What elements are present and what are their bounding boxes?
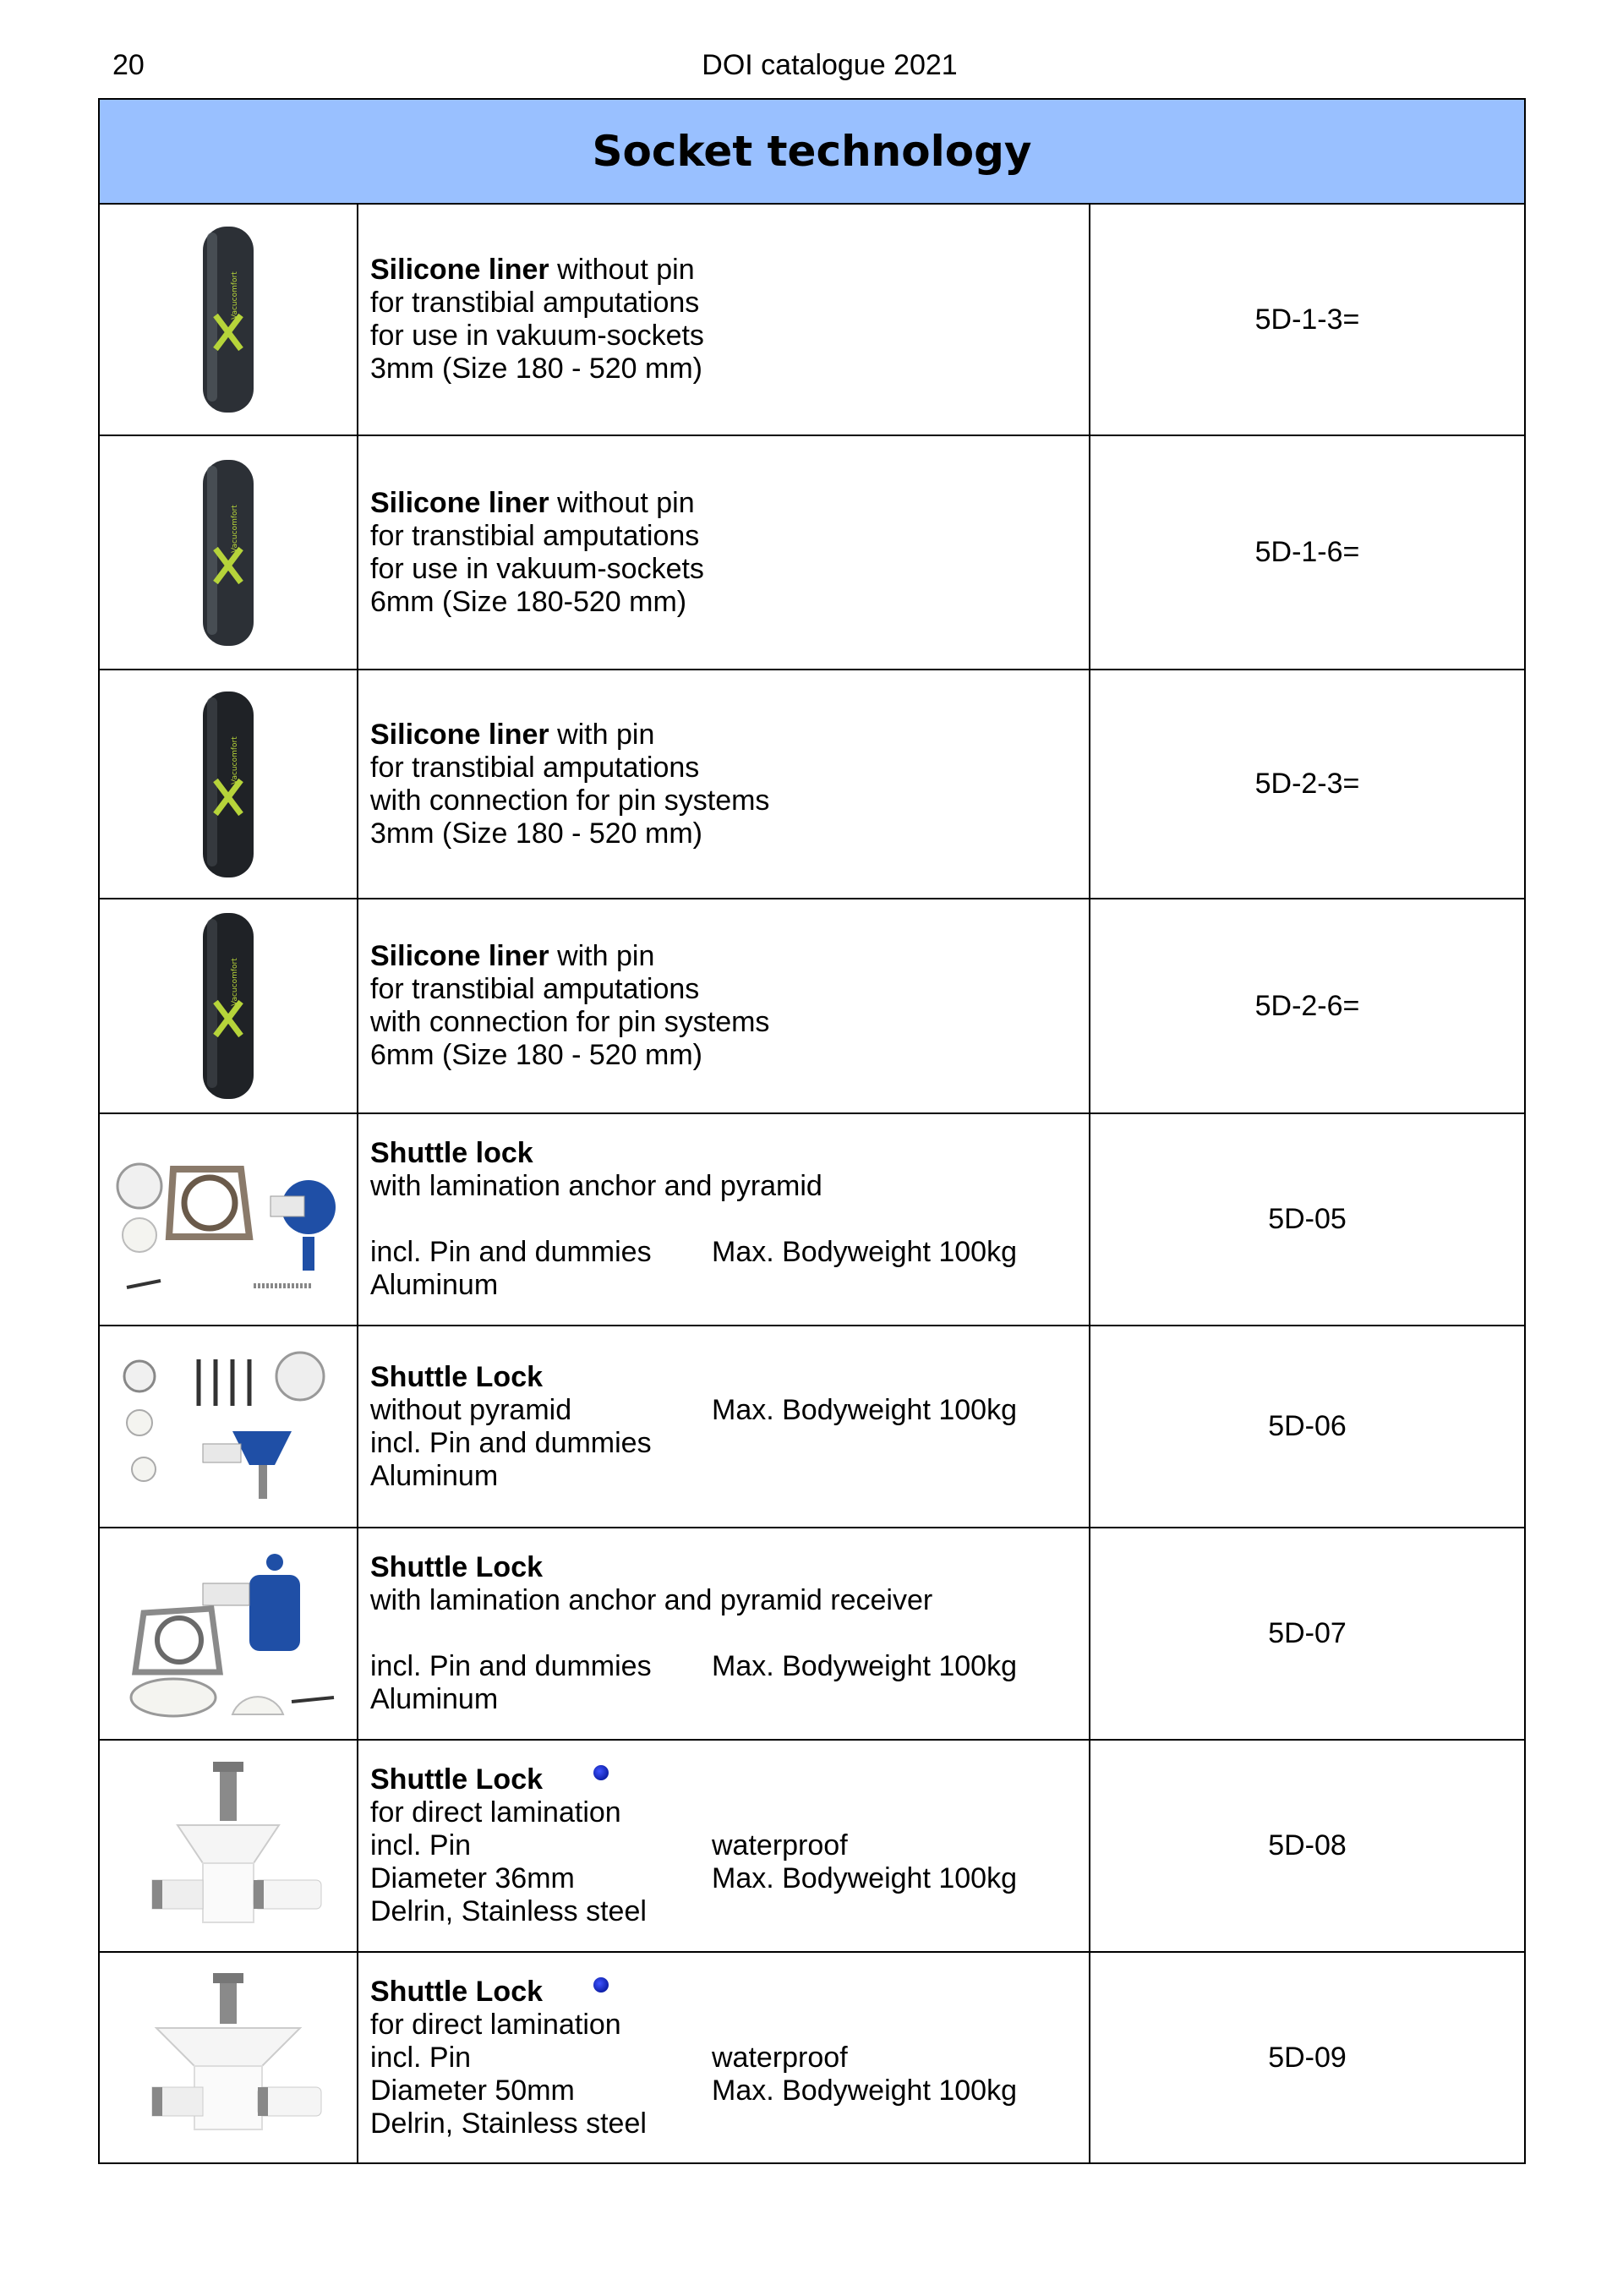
shuttle-lock-kit-image — [110, 1342, 347, 1512]
table-row — [99, 204, 1525, 435]
product-image-cell — [99, 204, 358, 435]
spec-left: incl. Pin — [370, 1829, 472, 1861]
description-line — [370, 1862, 1089, 1895]
description-line: 6mm (Size 180-520 mm) — [370, 585, 687, 618]
product-code: 5D-1-3= — [1090, 204, 1525, 435]
svg-text:Vacucomfort: Vacucomfort — [231, 271, 239, 320]
product-code: 5D-1-6= — [1090, 435, 1525, 670]
product-name-suffix: without pin — [549, 254, 695, 286]
shuttle-lock-kit-image — [110, 1135, 347, 1304]
product-name-line — [370, 719, 1089, 752]
silicone-liner-image — [190, 456, 266, 650]
description-line: 3mm (Size 180 - 520 mm) — [370, 817, 702, 850]
spec-right: Max. Bodyweight 100kg — [712, 1650, 1017, 1682]
product-name-line — [370, 1361, 1089, 1394]
product-description — [358, 204, 1090, 435]
product-name-suffix: without pin — [549, 486, 695, 519]
product-name-line — [370, 1137, 1089, 1170]
product-name-suffix: with pin — [549, 940, 655, 972]
description-line: Aluminum — [370, 1269, 499, 1301]
product-code: 5D-08 — [1090, 1740, 1525, 1952]
section-title: Socket technology — [99, 99, 1525, 204]
silicone-liner-image — [190, 687, 266, 882]
spec-left: incl. Pin and dummies — [370, 1236, 652, 1268]
product-name: Silicone liner — [370, 486, 549, 519]
description-line: Aluminum — [370, 1459, 499, 1492]
product-code: 5D-07 — [1090, 1528, 1525, 1740]
description-line: for transtibial amputations — [370, 973, 700, 1005]
product-image-cell — [99, 670, 358, 899]
product-description — [358, 435, 1090, 670]
description-line: for use in vakuum-sockets — [370, 552, 704, 585]
product-image-cell — [99, 435, 358, 670]
product-name-line — [370, 940, 1089, 973]
spec-right: Max. Bodyweight 100kg — [712, 1393, 1017, 1426]
product-image-cell — [99, 1740, 358, 1952]
product-image-cell — [99, 1528, 358, 1740]
product-name: Shuttle lock — [370, 1137, 533, 1169]
svg-text:Vacucomfort: Vacucomfort — [231, 504, 239, 553]
product-description — [358, 1326, 1090, 1528]
product-name: Silicone liner — [370, 940, 549, 972]
description-line — [370, 1650, 1089, 1683]
description-line — [370, 1236, 1089, 1269]
spec-left: Diameter 50mm — [370, 2074, 575, 2107]
product-description — [358, 670, 1090, 899]
shuttle-lock-delrin-image — [118, 1753, 338, 1939]
product-name: Silicone liner — [370, 254, 549, 286]
product-image-cell — [99, 899, 358, 1113]
product-name-line — [370, 1763, 1089, 1796]
description-line: for transtibial amputations — [370, 287, 700, 319]
description-line — [370, 2042, 1089, 2075]
description-line — [370, 1829, 1089, 1862]
page-header: DOI catalogue 2021 — [702, 49, 958, 81]
description-line: Delrin, Stainless steel — [370, 2107, 647, 2140]
description-line: incl. Pin and dummies — [370, 1426, 652, 1459]
table-row — [99, 899, 1525, 1113]
product-description — [358, 899, 1090, 1113]
table-row — [99, 435, 1525, 670]
spec-right: waterproof — [712, 2041, 848, 2074]
product-description — [358, 1952, 1090, 2163]
description-line — [370, 2075, 1089, 2107]
shuttle-lock-delrin-image — [118, 1965, 338, 2151]
description-line: 3mm (Size 180 - 520 mm) — [370, 353, 702, 385]
product-code: 5D-05 — [1090, 1113, 1525, 1326]
description-line: for transtibial amputations — [370, 751, 700, 784]
product-name: Shuttle Lock — [370, 1551, 544, 1583]
description-line: Aluminum — [370, 1683, 499, 1715]
table-row — [99, 1952, 1525, 2163]
description-line: for direct lamination — [370, 2008, 621, 2041]
spec-right: Max. Bodyweight 100kg — [712, 1236, 1017, 1268]
description-line: for use in vakuum-sockets — [370, 320, 704, 352]
product-name-line — [370, 254, 1089, 287]
spec-right: Max. Bodyweight 100kg — [712, 2074, 1017, 2107]
product-description — [358, 1113, 1090, 1326]
product-code: 5D-2-3= — [1090, 670, 1525, 899]
product-description — [358, 1740, 1090, 1952]
table-row — [99, 670, 1525, 899]
product-image-cell — [99, 1113, 358, 1326]
product-code: 5D-09 — [1090, 1952, 1525, 2163]
description-line: with lamination anchor and pyramid — [370, 1170, 822, 1202]
product-name-suffix: with pin — [549, 718, 655, 751]
blue-dot-icon — [593, 1977, 609, 1993]
svg-text:Vacucomfort: Vacucomfort — [231, 735, 239, 784]
description-line: 6mm (Size 180 - 520 mm) — [370, 1039, 702, 1071]
description-line: with connection for pin systems — [370, 784, 770, 817]
product-code: 5D-06 — [1090, 1326, 1525, 1528]
spec-left: incl. Pin — [370, 2041, 472, 2074]
product-code: 5D-2-6= — [1090, 899, 1525, 1113]
description-line: for transtibial amputations — [370, 519, 700, 552]
product-name-line — [370, 487, 1089, 520]
product-description — [358, 1528, 1090, 1740]
spec-right: Max. Bodyweight 100kg — [712, 1862, 1017, 1894]
page-number: 20 — [112, 49, 145, 81]
spec-right: waterproof — [712, 1829, 848, 1861]
description-line: with lamination anchor and pyramid receiver — [370, 1584, 933, 1616]
product-name: Shuttle Lock — [370, 1360, 544, 1393]
silicone-liner-image — [190, 222, 266, 417]
product-image-cell — [99, 1326, 358, 1528]
silicone-liner-image — [190, 909, 266, 1103]
description-line: for direct lamination — [370, 1796, 621, 1829]
svg-text:Vacucomfort: Vacucomfort — [231, 958, 239, 1006]
product-name: Shuttle Lock — [370, 1975, 544, 2008]
spec-left: incl. Pin and dummies — [370, 1650, 652, 1682]
description-line: with connection for pin systems — [370, 1006, 770, 1038]
blue-dot-icon — [593, 1765, 609, 1780]
spec-left: without pyramid — [370, 1393, 572, 1426]
shuttle-lock-kit-image — [110, 1545, 347, 1723]
table-row — [99, 1528, 1525, 1740]
product-image-cell — [99, 1952, 358, 2163]
product-name: Shuttle Lock — [370, 1763, 544, 1796]
product-name-line — [370, 1976, 1089, 2009]
table-row — [99, 1113, 1525, 1326]
product-name: Silicone liner — [370, 718, 549, 751]
product-table — [98, 98, 1526, 2164]
table-row — [99, 1326, 1525, 1528]
description-line — [370, 1394, 1089, 1427]
spec-left: Diameter 36mm — [370, 1862, 575, 1894]
section-banner — [99, 99, 1525, 204]
table-row — [99, 1740, 1525, 1952]
description-line: Delrin, Stainless steel — [370, 1895, 647, 1927]
product-name-line — [370, 1551, 1089, 1584]
